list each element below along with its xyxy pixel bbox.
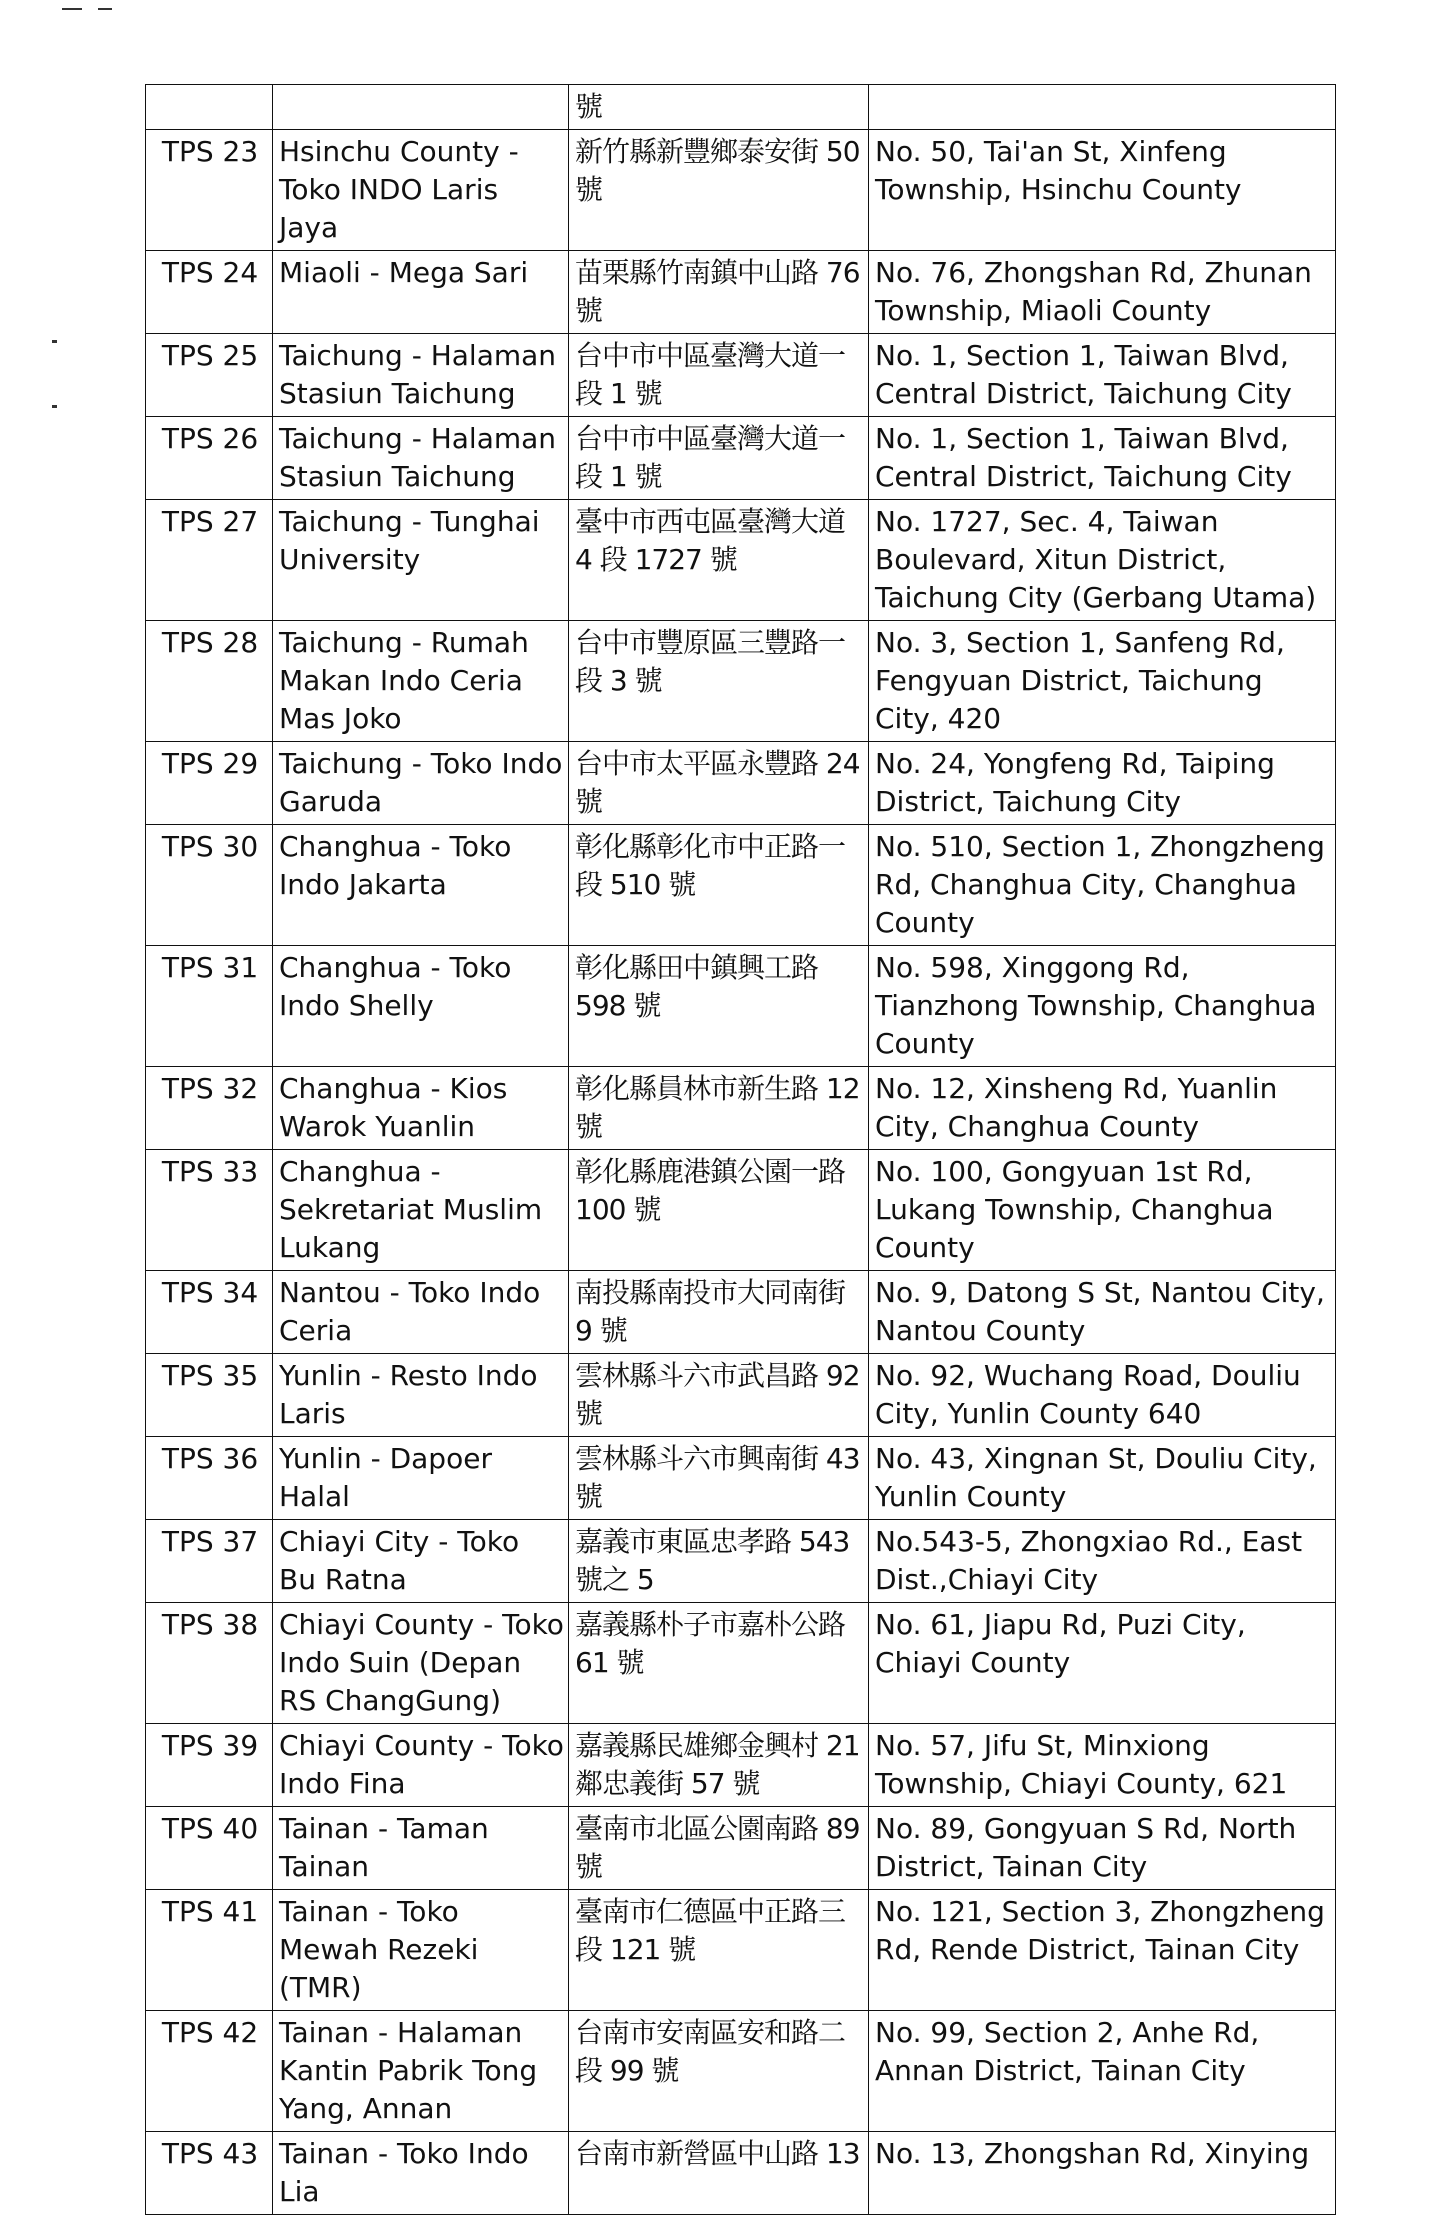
tps-number-cell: TPS 39 [146,1724,273,1807]
tps-number-cell: TPS 37 [146,1520,273,1603]
chinese-address-cell: 台中市太平區永豐路 24 號 [569,742,869,825]
table-row [146,251,1336,334]
english-address-cell: No. 1, Section 1, Taiwan Blvd, Central District, Taichung City [869,417,1336,500]
scan-mark [52,405,57,408]
tps-number-cell: TPS 26 [146,417,273,500]
chinese-address-cell: 臺中市西屯區臺灣大道 4 段 1727 號 [569,500,869,621]
tps-number-cell: TPS 24 [146,251,273,334]
location-name-cell: Changhua - Kios Warok Yuanlin [273,1067,569,1150]
chinese-address-cell: 台中市豐原區三豐路一段 3 號 [569,621,869,742]
location-name-cell: Taichung - Halaman Stasiun Taichung [273,417,569,500]
table-row [146,2132,1336,2215]
chinese-address-cell: 雲林縣斗六市武昌路 92 號 [569,1354,869,1437]
english-address-cell: No. 50, Tai'an St, Xinfeng Township, Hsinchu County [869,130,1336,251]
location-name-cell: Nantou - Toko Indo Ceria [273,1271,569,1354]
english-address-cell: No. 43, Xingnan St, Douliu City, Yunlin County [869,1437,1336,1520]
chinese-address-cell: 台中市中區臺灣大道一段 1 號 [569,334,869,417]
location-name-cell: Changhua - Toko Indo Shelly [273,946,569,1067]
english-address-cell: No. 510, Section 1, Zhongzheng Rd, Changhua City, Changhua County [869,825,1336,946]
chinese-address-cell: 號 [569,85,869,130]
english-address-cell: No. 598, Xinggong Rd, Tianzhong Township, Changhua County [869,946,1336,1067]
tps-number-cell [146,85,273,130]
location-name-cell: Taichung - Halaman Stasiun Taichung [273,334,569,417]
chinese-address-cell: 彰化縣田中鎮興工路 598 號 [569,946,869,1067]
english-address-cell: No. 89, Gongyuan S Rd, North District, Tainan City [869,1807,1336,1890]
english-address-cell: No. 1, Section 1, Taiwan Blvd, Central District, Taichung City [869,334,1336,417]
english-address-cell [869,85,1336,130]
chinese-address-cell: 彰化縣彰化市中正路一段 510 號 [569,825,869,946]
table-row [146,1354,1336,1437]
tps-number-cell: TPS 25 [146,334,273,417]
table-row [146,1807,1336,1890]
tps-number-cell: TPS 27 [146,500,273,621]
english-address-cell: No. 100, Gongyuan 1st Rd, Lukang Township, Changhua County [869,1150,1336,1271]
location-name-cell [273,85,569,130]
chinese-address-cell: 臺南市仁德區中正路三段 121 號 [569,1890,869,2011]
chinese-address-cell: 台中市中區臺灣大道一段 1 號 [569,417,869,500]
english-address-cell: No. 24, Yongfeng Rd, Taiping District, Taichung City [869,742,1336,825]
tps-number-cell: TPS 31 [146,946,273,1067]
table-row [146,1603,1336,1724]
tps-number-cell: TPS 34 [146,1271,273,1354]
english-address-cell: No. 76, Zhongshan Rd, Zhunan Township, Miaoli County [869,251,1336,334]
table-row [146,1520,1336,1603]
chinese-address-cell: 台南市新營區中山路 13 [569,2132,869,2215]
table-row [146,1724,1336,1807]
chinese-address-cell: 嘉義縣民雄鄉金興村 21 鄰忠義街 57 號 [569,1724,869,1807]
english-address-cell: No. 1727, Sec. 4, Taiwan Boulevard, Xitun District, Taichung City (Gerbang Utama) [869,500,1336,621]
location-name-cell: Taichung - Tunghai University [273,500,569,621]
scan-mark [98,8,112,10]
location-name-cell: Tainan - Toko Mewah Rezeki (TMR) [273,1890,569,2011]
table-row [146,742,1336,825]
tps-number-cell: TPS 29 [146,742,273,825]
english-address-cell: No. 92, Wuchang Road, Douliu City, Yunlin County 640 [869,1354,1336,1437]
table-row [146,1150,1336,1271]
table-row [146,1890,1336,2011]
scan-mark [62,8,82,10]
location-name-cell: Tainan - Toko Indo Lia [273,2132,569,2215]
location-name-cell: Taichung - Toko Indo Garuda [273,742,569,825]
tps-number-cell: TPS 30 [146,825,273,946]
location-name-cell: Changhua - Sekretariat Muslim Lukang [273,1150,569,1271]
table-row [146,946,1336,1067]
tps-number-cell: TPS 42 [146,2011,273,2132]
polling-station-table [145,84,1336,2215]
tps-number-cell: TPS 35 [146,1354,273,1437]
location-name-cell: Taichung - Rumah Makan Indo Ceria Mas Joko [273,621,569,742]
chinese-address-cell: 南投縣南投市大同南街 9 號 [569,1271,869,1354]
chinese-address-cell: 彰化縣鹿港鎮公園一路 100 號 [569,1150,869,1271]
table-row [146,1067,1336,1150]
tps-number-cell: TPS 43 [146,2132,273,2215]
chinese-address-cell: 新竹縣新豐鄉泰安街 50 號 [569,130,869,251]
table-row [146,2011,1336,2132]
chinese-address-cell: 苗栗縣竹南鎮中山路 76 號 [569,251,869,334]
location-name-cell: Yunlin - Resto Indo Laris [273,1354,569,1437]
chinese-address-cell: 臺南市北區公園南路 89 號 [569,1807,869,1890]
scan-mark [52,340,57,343]
table-row [146,85,1336,130]
english-address-cell: No. 12, Xinsheng Rd, Yuanlin City, Changhua County [869,1067,1336,1150]
table-row [146,1437,1336,1520]
english-address-cell: No. 121, Section 3, Zhongzheng Rd, Rende District, Tainan City [869,1890,1336,2011]
location-name-cell: Chiayi County - Toko Indo Fina [273,1724,569,1807]
location-name-cell: Yunlin - Dapoer Halal [273,1437,569,1520]
tps-number-cell: TPS 38 [146,1603,273,1724]
table-row [146,334,1336,417]
table-row [146,500,1336,621]
location-name-cell: Hsinchu County - Toko INDO Laris Jaya [273,130,569,251]
english-address-cell: No. 3, Section 1, Sanfeng Rd, Fengyuan District, Taichung City, 420 [869,621,1336,742]
tps-number-cell: TPS 28 [146,621,273,742]
tps-number-cell: TPS 23 [146,130,273,251]
tps-number-cell: TPS 41 [146,1890,273,2011]
location-name-cell: Chiayi City - Toko Bu Ratna [273,1520,569,1603]
chinese-address-cell: 嘉義市東區忠孝路 543 號之 5 [569,1520,869,1603]
table-row [146,1271,1336,1354]
chinese-address-cell: 雲林縣斗六市興南街 43 號 [569,1437,869,1520]
english-address-cell: No. 57, Jifu St, Minxiong Township, Chiayi County, 621 [869,1724,1336,1807]
location-name-cell: Miaoli - Mega Sari [273,251,569,334]
tps-number-cell: TPS 40 [146,1807,273,1890]
tps-number-cell: TPS 36 [146,1437,273,1520]
location-name-cell: Tainan - Halaman Kantin Pabrik Tong Yang, Annan [273,2011,569,2132]
english-address-cell: No. 9, Datong S St, Nantou City, Nantou County [869,1271,1336,1354]
table-row [146,825,1336,946]
table-row [146,621,1336,742]
english-address-cell: No.543-5, Zhongxiao Rd., East Dist.,Chiayi City [869,1520,1336,1603]
location-name-cell: Chiayi County - Toko Indo Suin (Depan RS ChangGung) [273,1603,569,1724]
chinese-address-cell: 嘉義縣朴子市嘉朴公路 61 號 [569,1603,869,1724]
chinese-address-cell: 彰化縣員林市新生路 12 號 [569,1067,869,1150]
table-row [146,130,1336,251]
english-address-cell: No. 99, Section 2, Anhe Rd, Annan District, Tainan City [869,2011,1336,2132]
english-address-cell: No. 13, Zhongshan Rd, Xinying [869,2132,1336,2215]
tps-number-cell: TPS 33 [146,1150,273,1271]
tps-number-cell: TPS 32 [146,1067,273,1150]
chinese-address-cell: 台南市安南區安和路二段 99 號 [569,2011,869,2132]
table-row [146,417,1336,500]
location-name-cell: Tainan - Taman Tainan [273,1807,569,1890]
english-address-cell: No. 61, Jiapu Rd, Puzi City, Chiayi County [869,1603,1336,1724]
location-name-cell: Changhua - Toko Indo Jakarta [273,825,569,946]
table-body [146,85,1336,2215]
